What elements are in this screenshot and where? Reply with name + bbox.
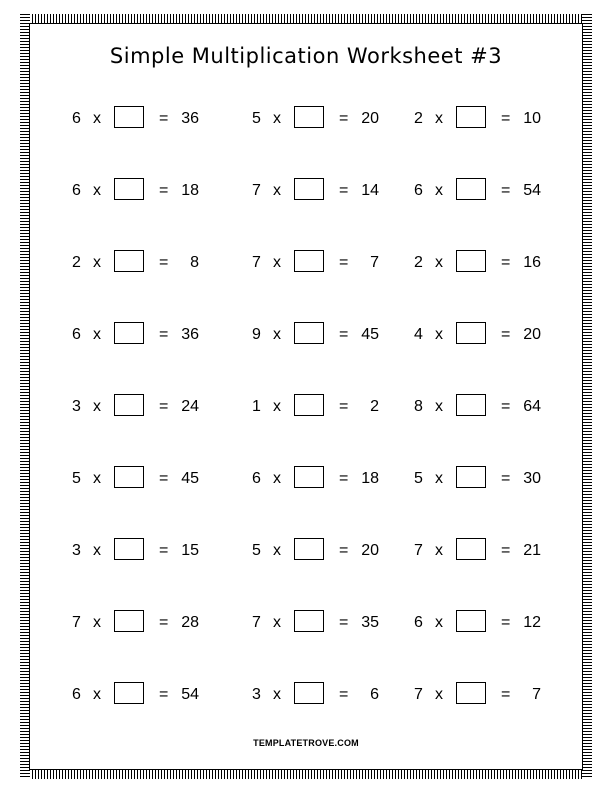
times-sign: x <box>93 398 101 415</box>
factor: 7 <box>252 254 261 271</box>
footer-website: TEMPLATETROVE.COM <box>253 738 359 748</box>
answer-box[interactable] <box>114 322 144 344</box>
times-sign: x <box>273 686 281 703</box>
problem-r6-c2 <box>252 466 392 492</box>
factor: 5 <box>414 470 423 487</box>
factor: 5 <box>252 542 261 559</box>
answer-box[interactable] <box>114 466 144 488</box>
times-sign: x <box>273 398 281 415</box>
answer-box[interactable] <box>114 394 144 416</box>
times-sign: x <box>93 110 101 127</box>
factor: 7 <box>72 614 81 631</box>
product: 7 <box>532 686 541 703</box>
answer-box[interactable] <box>456 538 486 560</box>
problem-r4-c1 <box>72 322 212 348</box>
equals-sign: = <box>501 470 511 487</box>
factor: 6 <box>252 470 261 487</box>
problem-r3-c2 <box>252 250 392 276</box>
answer-box[interactable] <box>294 322 324 344</box>
product: 24 <box>181 398 199 415</box>
equals-sign: = <box>501 182 511 199</box>
product: 45 <box>181 470 199 487</box>
factor: 7 <box>252 614 261 631</box>
problem-r5-c1 <box>72 394 212 420</box>
times-sign: x <box>273 182 281 199</box>
product: 7 <box>370 254 379 271</box>
problem-r1-c1 <box>72 106 212 132</box>
problem-r4-c3 <box>414 322 554 348</box>
equals-sign: = <box>159 110 169 127</box>
equals-sign: = <box>501 110 511 127</box>
times-sign: x <box>435 254 443 271</box>
answer-box[interactable] <box>114 610 144 632</box>
problem-r8-c1 <box>72 610 212 636</box>
times-sign: x <box>435 326 443 343</box>
product: 21 <box>523 542 541 559</box>
equals-sign: = <box>339 254 349 271</box>
equals-sign: = <box>501 254 511 271</box>
product: 20 <box>523 326 541 343</box>
problem-r5-c2 <box>252 394 392 420</box>
problem-r8-c3 <box>414 610 554 636</box>
answer-box[interactable] <box>456 106 486 128</box>
factor: 9 <box>252 326 261 343</box>
times-sign: x <box>93 470 101 487</box>
problem-r7-c3 <box>414 538 554 564</box>
answer-box[interactable] <box>114 106 144 128</box>
answer-box[interactable] <box>294 394 324 416</box>
factor: 2 <box>414 110 423 127</box>
answer-box[interactable] <box>294 682 324 704</box>
answer-box[interactable] <box>114 178 144 200</box>
answer-box[interactable] <box>294 178 324 200</box>
times-sign: x <box>435 470 443 487</box>
equals-sign: = <box>339 110 349 127</box>
product: 2 <box>370 398 379 415</box>
times-sign: x <box>435 398 443 415</box>
times-sign: x <box>93 254 101 271</box>
problem-r7-c1 <box>72 538 212 564</box>
answer-box[interactable] <box>456 610 486 632</box>
product: 54 <box>181 686 199 703</box>
product: 15 <box>181 542 199 559</box>
equals-sign: = <box>159 398 169 415</box>
factor: 4 <box>414 326 423 343</box>
factor: 6 <box>72 326 81 343</box>
factor: 2 <box>414 254 423 271</box>
answer-box[interactable] <box>456 394 486 416</box>
answer-box[interactable] <box>294 538 324 560</box>
factor: 7 <box>252 182 261 199</box>
answer-box[interactable] <box>456 178 486 200</box>
problem-r5-c3 <box>414 394 554 420</box>
problem-r6-c3 <box>414 466 554 492</box>
factor: 6 <box>414 182 423 199</box>
product: 35 <box>361 614 379 631</box>
equals-sign: = <box>159 254 169 271</box>
problem-r3-c3 <box>414 250 554 276</box>
answer-box[interactable] <box>294 610 324 632</box>
factor: 6 <box>72 110 81 127</box>
problem-r9-c1 <box>72 682 212 708</box>
equals-sign: = <box>339 326 349 343</box>
product: 14 <box>361 182 379 199</box>
times-sign: x <box>435 686 443 703</box>
times-sign: x <box>435 182 443 199</box>
times-sign: x <box>435 542 443 559</box>
equals-sign: = <box>339 686 349 703</box>
factor: 5 <box>252 110 261 127</box>
factor: 7 <box>414 686 423 703</box>
problem-r7-c2 <box>252 538 392 564</box>
problem-r2-c2 <box>252 178 392 204</box>
factor: 3 <box>72 542 81 559</box>
problem-r9-c3 <box>414 682 554 708</box>
product: 8 <box>190 254 199 271</box>
equals-sign: = <box>159 542 169 559</box>
factor: 5 <box>72 470 81 487</box>
problem-r2-c3 <box>414 178 554 204</box>
times-sign: x <box>93 614 101 631</box>
equals-sign: = <box>159 182 169 199</box>
answer-box[interactable] <box>456 322 486 344</box>
product: 20 <box>361 110 379 127</box>
answer-box[interactable] <box>114 538 144 560</box>
equals-sign: = <box>501 686 511 703</box>
problem-r2-c1 <box>72 178 212 204</box>
decorative-border-left <box>20 14 30 779</box>
problem-r8-c2 <box>252 610 392 636</box>
equals-sign: = <box>501 542 511 559</box>
product: 20 <box>361 542 379 559</box>
product: 30 <box>523 470 541 487</box>
equals-sign: = <box>339 398 349 415</box>
times-sign: x <box>93 542 101 559</box>
equals-sign: = <box>159 326 169 343</box>
times-sign: x <box>93 182 101 199</box>
equals-sign: = <box>501 326 511 343</box>
answer-box[interactable] <box>294 250 324 272</box>
worksheet-title: Simple Multiplication Worksheet #3 <box>109 44 503 68</box>
answer-box[interactable] <box>114 250 144 272</box>
product: 6 <box>370 686 379 703</box>
times-sign: x <box>273 110 281 127</box>
problem-r1-c3 <box>414 106 554 132</box>
factor: 3 <box>72 398 81 415</box>
equals-sign: = <box>501 614 511 631</box>
times-sign: x <box>273 542 281 559</box>
product: 10 <box>523 110 541 127</box>
factor: 3 <box>252 686 261 703</box>
product: 18 <box>181 182 199 199</box>
times-sign: x <box>93 326 101 343</box>
answer-box[interactable] <box>456 466 486 488</box>
factor: 1 <box>252 398 261 415</box>
equals-sign: = <box>339 614 349 631</box>
times-sign: x <box>435 614 443 631</box>
problem-r6-c1 <box>72 466 212 492</box>
equals-sign: = <box>159 614 169 631</box>
times-sign: x <box>273 326 281 343</box>
product: 18 <box>361 470 379 487</box>
times-sign: x <box>273 614 281 631</box>
equals-sign: = <box>339 542 349 559</box>
factor: 6 <box>72 182 81 199</box>
times-sign: x <box>273 470 281 487</box>
times-sign: x <box>273 254 281 271</box>
factor: 8 <box>414 398 423 415</box>
decorative-border-right <box>582 14 592 779</box>
problem-r1-c2 <box>252 106 392 132</box>
answer-box[interactable] <box>456 682 486 704</box>
factor: 2 <box>72 254 81 271</box>
problem-r4-c2 <box>252 322 392 348</box>
product: 54 <box>523 182 541 199</box>
product: 12 <box>523 614 541 631</box>
equals-sign: = <box>339 182 349 199</box>
times-sign: x <box>435 110 443 127</box>
answer-box[interactable] <box>456 250 486 272</box>
product: 28 <box>181 614 199 631</box>
factor: 6 <box>414 614 423 631</box>
product: 16 <box>523 254 541 271</box>
product: 36 <box>181 326 199 343</box>
problem-r9-c2 <box>252 682 392 708</box>
problem-r3-c1 <box>72 250 212 276</box>
answer-box[interactable] <box>294 466 324 488</box>
factor: 6 <box>72 686 81 703</box>
factor: 7 <box>414 542 423 559</box>
product: 45 <box>361 326 379 343</box>
equals-sign: = <box>159 686 169 703</box>
equals-sign: = <box>501 398 511 415</box>
answer-box[interactable] <box>114 682 144 704</box>
equals-sign: = <box>159 470 169 487</box>
product: 64 <box>523 398 541 415</box>
equals-sign: = <box>339 470 349 487</box>
answer-box[interactable] <box>294 106 324 128</box>
product: 36 <box>181 110 199 127</box>
times-sign: x <box>93 686 101 703</box>
